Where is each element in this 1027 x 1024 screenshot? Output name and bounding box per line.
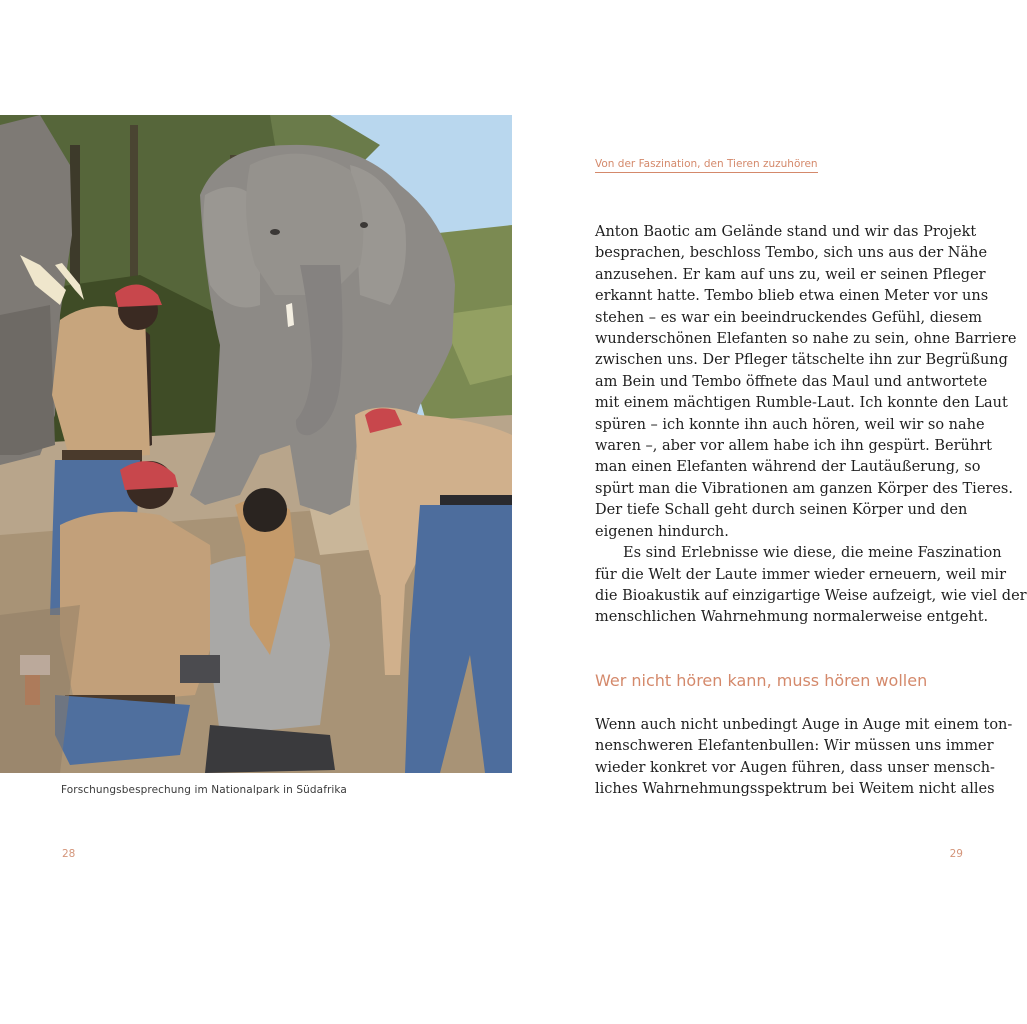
text-line: wunderschönen Elefanten so nahe zu sein, ohne Barriere — [595, 331, 1017, 348]
paragraph — [595, 543, 1027, 629]
body-text-block — [595, 715, 1013, 801]
text-line: spüren – ich konnte ihn auch hören, weil wir so nahe — [595, 416, 985, 433]
text-line: für die Welt der Laute immer wieder erneuern, weil mir — [595, 566, 1007, 583]
text-line: Der tiefe Schall geht durch seinen Körper und den — [595, 502, 968, 519]
text-line: Es sind Erlebnisse wie diese, die meine Faszination — [623, 545, 1002, 562]
text-line: wieder konkret vor Augen führen, dass unser mensch- — [595, 759, 995, 776]
text-line: Wenn auch nicht unbedingt Auge in Auge mit einem ton- — [595, 717, 1013, 733]
text-line: liches Wahrnehmungsspektrum bei Weitem nicht alles — [595, 781, 995, 798]
page-number-right: 29 — [949, 848, 963, 860]
text-line: mit einem mächtigen Rumble-Laut. Ich konnte den Laut — [595, 395, 1008, 412]
section-subheading: Wer nicht hören kann, muss hören wollen — [595, 671, 928, 690]
elephant-photo — [0, 115, 512, 773]
text-line: besprachen, beschloss Tembo, sich uns aus der Nähe — [595, 245, 988, 262]
text-line: stehen – es war ein beeindruckendes Gefühl, diesem — [595, 309, 983, 326]
text-line: waren –, aber vor allem habe ich ihn gespürt. Berührt — [595, 438, 992, 455]
paragraph — [595, 715, 1013, 801]
text-line: zwischen uns. Der Pfleger tätschelte ihn zur Begrüßung — [595, 352, 1008, 369]
text-line: eigenen hindurch. — [595, 523, 729, 540]
text-line: am Bein und Tembo öffnete das Maul und antwortete — [595, 373, 988, 390]
paragraph — [595, 222, 1017, 543]
elephant-photo-illustration — [0, 115, 512, 773]
photo-caption: Forschungsbesprechung im Nationalpark in Südafrika — [61, 784, 347, 796]
text-line: nenschweren Elefantenbullen: Wir müssen uns immer — [595, 738, 994, 755]
text-line: erkannt hatte. Tembo blieb etwa einen Meter vor uns — [595, 288, 989, 305]
text-line: man einen Elefanten während der Lautäußerung, so — [595, 459, 981, 476]
body-text-block — [595, 222, 1027, 629]
text-line: die Bioakustik auf einzigartige Weise aufzeigt, wie viel der — [595, 587, 1027, 604]
text-line: spürt man die Vibrationen am ganzen Körper des Tieres. — [595, 480, 1013, 497]
text-line: menschlichen Wahrnehmung normalerweise entgeht. — [595, 609, 989, 626]
running-head: Von der Faszination, den Tieren zuzuhören — [595, 158, 818, 173]
text-line: anzusehen. Er kam auf uns zu, weil er seinen Pfleger — [595, 266, 986, 283]
text-line: Anton Baotic am Gelände stand und wir das Projekt — [595, 224, 977, 240]
page-number-left: 28 — [62, 848, 76, 860]
